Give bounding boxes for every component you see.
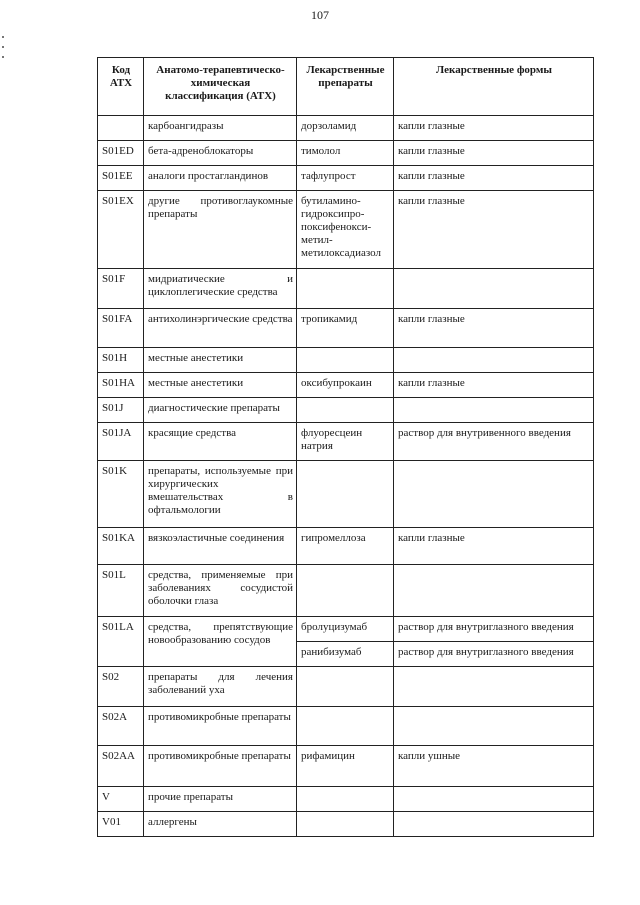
atx-classification: красящие средства: [144, 423, 297, 461]
drug-name: ранибизумаб: [297, 642, 394, 667]
atx-code: S01HA: [98, 373, 144, 398]
table-row: [98, 667, 594, 707]
atx-table: [97, 57, 594, 837]
atx-classification: мидриатические и циклоплегические средства: [144, 269, 297, 309]
drug-name: тропикамид: [297, 309, 394, 348]
drug-name: рифамицин: [297, 746, 394, 787]
atx-classification: средства, препятствующие новообразованию сосудов: [144, 617, 297, 667]
drug-form: капли глазные: [394, 309, 594, 348]
table-row: [98, 565, 594, 617]
table-row: [98, 746, 594, 787]
drug-form: капли глазные: [394, 141, 594, 166]
atx-code: S01JA: [98, 423, 144, 461]
drug-name: [297, 348, 394, 373]
atx-classification: противомикробные препараты: [144, 746, 297, 787]
atx-code: S01EE: [98, 166, 144, 191]
atx-classification: карбоангидразы: [144, 116, 297, 141]
drug-name: [297, 812, 394, 837]
drug-name: гипромеллоза: [297, 528, 394, 565]
margin-marks: [2, 36, 5, 76]
drug-name: [297, 787, 394, 812]
atx-code: S01EX: [98, 191, 144, 269]
atx-code: S01H: [98, 348, 144, 373]
header-drugs: Лекарственные препараты: [297, 58, 394, 116]
header-classification: Анатомо-терапевтическо- химическая классификация (АТХ): [144, 58, 297, 116]
page-number: 107: [311, 8, 329, 22]
drug-form: капли глазные: [394, 528, 594, 565]
atx-code: S01J: [98, 398, 144, 423]
atx-classification: вязкоэластичные соединения: [144, 528, 297, 565]
table-row: [98, 348, 594, 373]
atx-classification: бета-адреноблокаторы: [144, 141, 297, 166]
drug-form: [394, 667, 594, 707]
table-row: [98, 787, 594, 812]
table-row: [98, 707, 594, 746]
atx-code: S01K: [98, 461, 144, 528]
atx-code: S01KA: [98, 528, 144, 565]
atx-classification: препараты, используемые при хирургических вмешательствах в офтальмологии: [144, 461, 297, 528]
atx-classification: аллергены: [144, 812, 297, 837]
atx-classification: средства, применяемые при заболеваниях сосудистой оболочки глаза: [144, 565, 297, 617]
atx-classification: местные анестетики: [144, 373, 297, 398]
drug-form: [394, 269, 594, 309]
atx-classification: антихолинэргические средства: [144, 309, 297, 348]
header-code: Код АТХ: [98, 58, 144, 116]
table-row: [98, 141, 594, 166]
table-row: [98, 309, 594, 348]
table-row: [98, 617, 594, 642]
atx-classification: противомикробные препараты: [144, 707, 297, 746]
atx-code: S01F: [98, 269, 144, 309]
atx-code: V01: [98, 812, 144, 837]
atx-classification: местные анестетики: [144, 348, 297, 373]
drug-form: [394, 398, 594, 423]
table-row: [98, 166, 594, 191]
atx-code: S02AA: [98, 746, 144, 787]
header-forms: Лекарственные формы: [394, 58, 594, 116]
atx-code: S01LA: [98, 617, 144, 667]
drug-name: [297, 269, 394, 309]
drug-name: тафлупрост: [297, 166, 394, 191]
drug-name: [297, 461, 394, 528]
table-row: [98, 528, 594, 565]
atx-classification: другие противоглаукомные препараты: [144, 191, 297, 269]
drug-name: тимолол: [297, 141, 394, 166]
drug-form: [394, 707, 594, 746]
drug-name: дорзоламид: [297, 116, 394, 141]
atx-code: V: [98, 787, 144, 812]
table-row: [98, 812, 594, 837]
table-row: [98, 398, 594, 423]
atx-classification: препараты для лечения заболеваний уха: [144, 667, 297, 707]
atx-code: [98, 116, 144, 141]
drug-form: раствор для внутриглазного введения: [394, 642, 594, 667]
atx-code: S01L: [98, 565, 144, 617]
atx-code: S02A: [98, 707, 144, 746]
drug-form: [394, 565, 594, 617]
drug-form: [394, 461, 594, 528]
drug-form: капли глазные: [394, 166, 594, 191]
table-row: [98, 269, 594, 309]
drug-form: капли глазные: [394, 191, 594, 269]
drug-name: [297, 707, 394, 746]
table-row: [98, 373, 594, 398]
table-row: [98, 116, 594, 141]
atx-code: S01FA: [98, 309, 144, 348]
drug-form: капли глазные: [394, 373, 594, 398]
drug-name: [297, 565, 394, 617]
drug-form: [394, 812, 594, 837]
table-header-row: [98, 58, 594, 116]
drug-form: [394, 348, 594, 373]
drug-name: флуоресцеин натрия: [297, 423, 394, 461]
drug-name: бутиламино- гидроксипро- поксифенокси- метил- метилоксадиазол: [297, 191, 394, 269]
atx-code: S02: [98, 667, 144, 707]
drug-form: раствор для внутривенного введения: [394, 423, 594, 461]
atx-classification: аналоги простагландинов: [144, 166, 297, 191]
table-row: [98, 423, 594, 461]
drug-name: [297, 667, 394, 707]
table-row: [98, 191, 594, 269]
atx-classification: диагностические препараты: [144, 398, 297, 423]
drug-form: капли глазные: [394, 116, 594, 141]
drug-form: раствор для внутриглазного введения: [394, 617, 594, 642]
drug-name: бролуцизумаб: [297, 617, 394, 642]
atx-classification: прочие препараты: [144, 787, 297, 812]
table-row: [98, 461, 594, 528]
drug-form: [394, 787, 594, 812]
atx-code: S01ED: [98, 141, 144, 166]
drug-name: оксибупрокаин: [297, 373, 394, 398]
drug-form: капли ушные: [394, 746, 594, 787]
drug-name: [297, 398, 394, 423]
